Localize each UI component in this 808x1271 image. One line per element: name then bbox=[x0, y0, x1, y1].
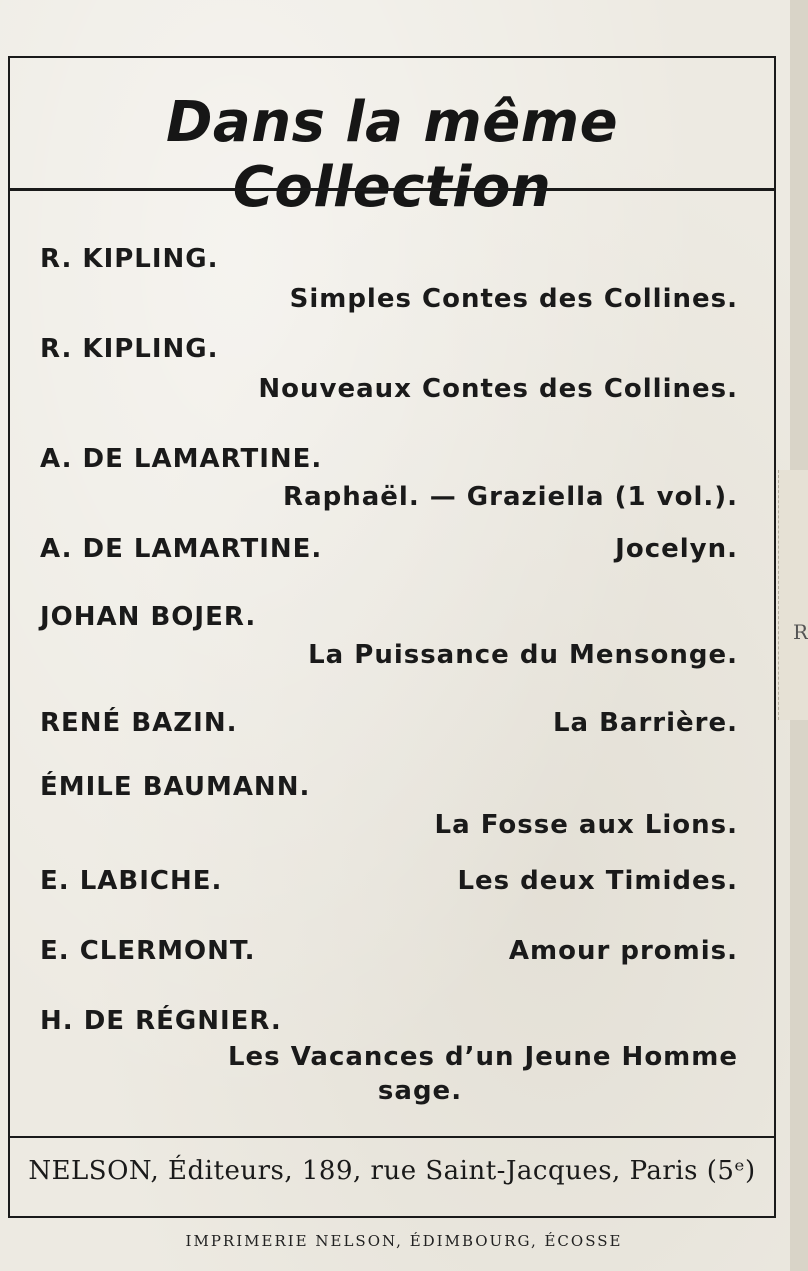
book-author: ÉMILE BAUMANN. bbox=[40, 772, 311, 802]
book-author: E. CLERMONT. bbox=[40, 936, 256, 966]
printer-imprint: IMPRIMERIE NELSON, ÉDIMBOURG, ÉCOSSE bbox=[185, 1232, 623, 1250]
book-title: Simples Contes des Collines. bbox=[289, 284, 738, 314]
book-title: Amour promis. bbox=[508, 936, 738, 966]
book-author: H. DE RÉGNIER. bbox=[40, 1006, 282, 1036]
edge-fragment-letter: R bbox=[793, 620, 808, 644]
book-author: JOHAN BOJER. bbox=[40, 602, 257, 632]
book-title: Les deux Timides. bbox=[457, 866, 738, 896]
book-title-continuation: sage. bbox=[377, 1076, 463, 1106]
book-title: La Puissance du Mensonge. bbox=[308, 640, 738, 670]
book-author: A. DE LAMARTINE. bbox=[40, 444, 323, 474]
book-title: La Barrière. bbox=[552, 708, 738, 738]
footer-rule bbox=[10, 1136, 774, 1138]
adjacent-page-edge bbox=[778, 470, 808, 720]
book-title: Nouveaux Contes des Collines. bbox=[258, 374, 738, 404]
book-title: Les Vacances d’un Jeune Homme bbox=[227, 1042, 738, 1072]
book-author: E. LABICHE. bbox=[40, 866, 223, 896]
book-title: Raphaël. — Graziella (1 vol.). bbox=[283, 482, 738, 512]
book-title: Jocelyn. bbox=[615, 534, 738, 564]
book-author: R. KIPLING. bbox=[40, 244, 219, 274]
publisher-line: NELSON, Éditeurs, 189, rue Saint-Jacques, Paris (5ᵉ) bbox=[28, 1156, 756, 1186]
book-author: RENÉ BAZIN. bbox=[40, 708, 238, 738]
book-author: A. DE LAMARTINE. bbox=[40, 534, 323, 564]
title-rule bbox=[10, 188, 774, 191]
page-title: Dans la même Collection bbox=[165, 90, 619, 220]
book-author: R. KIPLING. bbox=[40, 334, 219, 364]
book-title: La Fosse aux Lions. bbox=[434, 810, 738, 840]
